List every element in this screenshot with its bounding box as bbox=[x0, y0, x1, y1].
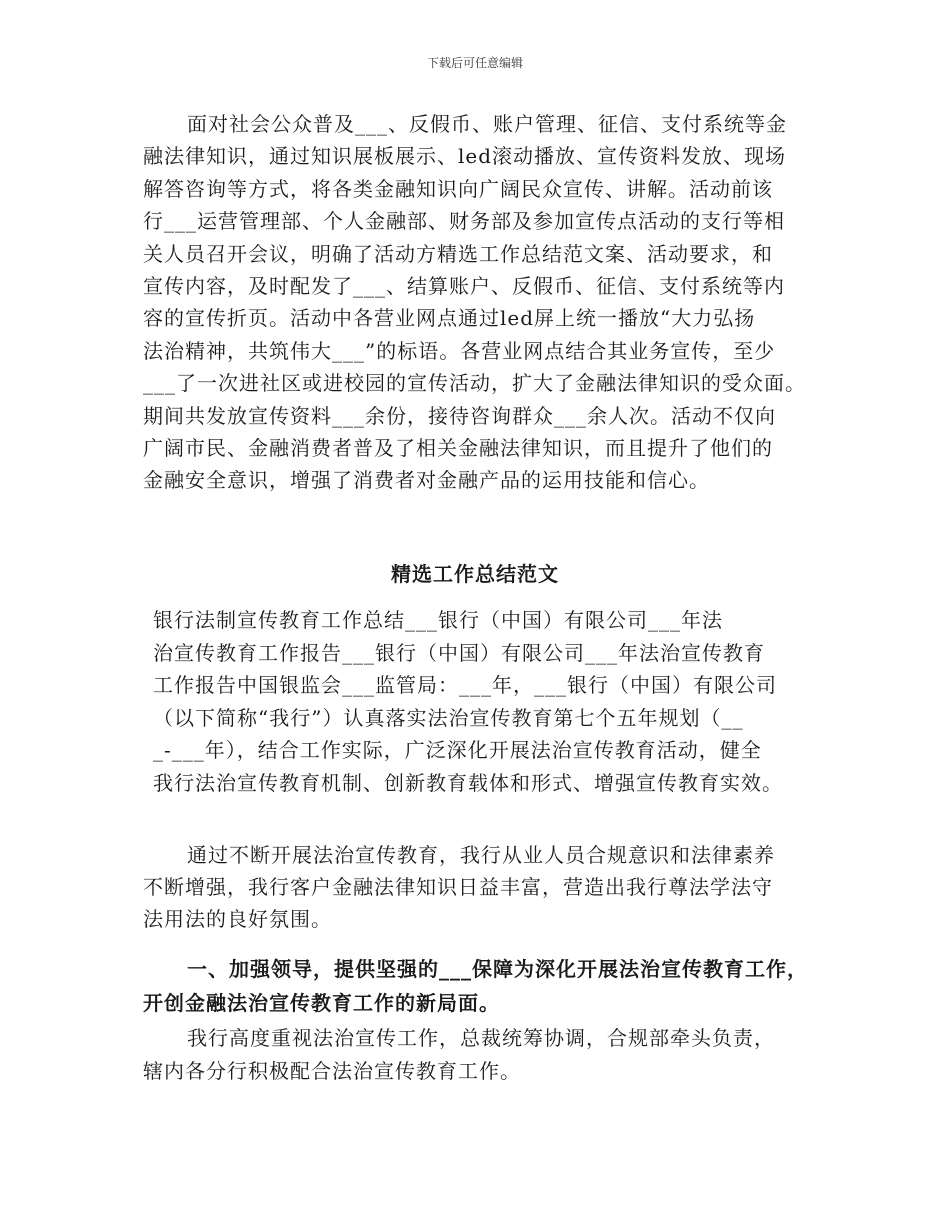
text-line: 宣传内容，及时配发了___、结算账户、反假币、征信、支付系统等内 bbox=[143, 273, 785, 298]
paragraph-report-intro bbox=[153, 604, 783, 799]
heading-line: 开创金融法治宣传教育工作的新局面。 bbox=[143, 991, 500, 1015]
text-line: 面对社会公众普及___、反假币、账户管理、征信、支付系统等金 bbox=[187, 112, 787, 136]
text-line: 容的宣传折页。活动中各营业网点通过led屏上统一播放“大力弘扬 bbox=[143, 306, 756, 331]
text-line: 解答咨询等方式，将各类金融知识向广阔民众宣传、讲解。活动前该 bbox=[143, 176, 773, 201]
paragraph-outcomes bbox=[143, 839, 775, 935]
text-line: 我行法治宣传教育机制、创新教育载体和形式、增强宣传教育实效。 bbox=[153, 770, 783, 795]
heading-section-one bbox=[143, 952, 808, 1020]
text-line: 工作报告中国银监会___监管局：___年，___银行（中国）有限公司 bbox=[153, 673, 777, 697]
text-line: 不断增强，我行客户金融法律知识日益丰富，营造出我行尊法学法守 bbox=[143, 875, 773, 899]
text-line: 行___运营管理部、个人金融部、财务部及参加宣传点活动的支行等相 bbox=[143, 209, 785, 234]
paragraph-financial-law-campaign bbox=[143, 108, 806, 497]
text-line: 通过不断开展法治宣传教育，我行从业人员合规意识和法律素养 bbox=[187, 843, 775, 867]
text-line: 我行高度重视法治宣传工作，总裁统筹协调，合规部牵头负责， bbox=[187, 1026, 775, 1050]
text-line: 广阔市民、金融消费者普及了相关金融法律知识，而且提升了他们的 bbox=[143, 435, 773, 460]
text-line: 关人员召开会议，明确了活动方精选工作总结范文案、活动要求，和 bbox=[143, 241, 773, 266]
text-line: 辖内各分行积极配合法治宣传教育工作。 bbox=[143, 1059, 521, 1083]
text-line: 银行法制宣传教育工作总结___银行（中国）有限公司___年法 bbox=[153, 608, 723, 632]
paragraph-leadership bbox=[143, 1022, 775, 1088]
heading-line: 一、加强领导，提供坚强的___保障为深化开展法治宣传教育工作， bbox=[187, 957, 808, 981]
text-line: 法用法的良好氛围。 bbox=[143, 907, 332, 931]
section-title: 精选工作总结范文 bbox=[391, 562, 559, 586]
text-line: 融法律知识，通过知识展板展示、led滚动播放、宣传资料发放、现场 bbox=[143, 144, 787, 169]
text-line: 法治精神，共筑伟大___”的标语。各营业网点结合其业务宣传，至少 bbox=[143, 338, 776, 363]
text-line: _-___年），结合工作实际，广泛深化开展法治宣传教育活动，健全 bbox=[153, 738, 762, 762]
text-line: ___了一次进社区或进校园的宣传活动，扩大了金融法律知识的受众面。 bbox=[143, 371, 806, 396]
text-line: （以下简称“我行”）认真落实法治宣传教育第七个五年规划（__ bbox=[153, 705, 744, 730]
text-line: 治宣传教育工作报告___银行（中国）有限公司___年法治宣传教育 bbox=[153, 640, 765, 665]
text-line: 金融安全意识，增强了消费者对金融产品的运用技能和信心。 bbox=[143, 468, 710, 493]
text-line: 期间共发放宣传资料___余份，接待咨询群众___余人次。活动不仅向 bbox=[143, 403, 776, 428]
page-header-note: 下载后可任意编辑 bbox=[426, 56, 523, 70]
